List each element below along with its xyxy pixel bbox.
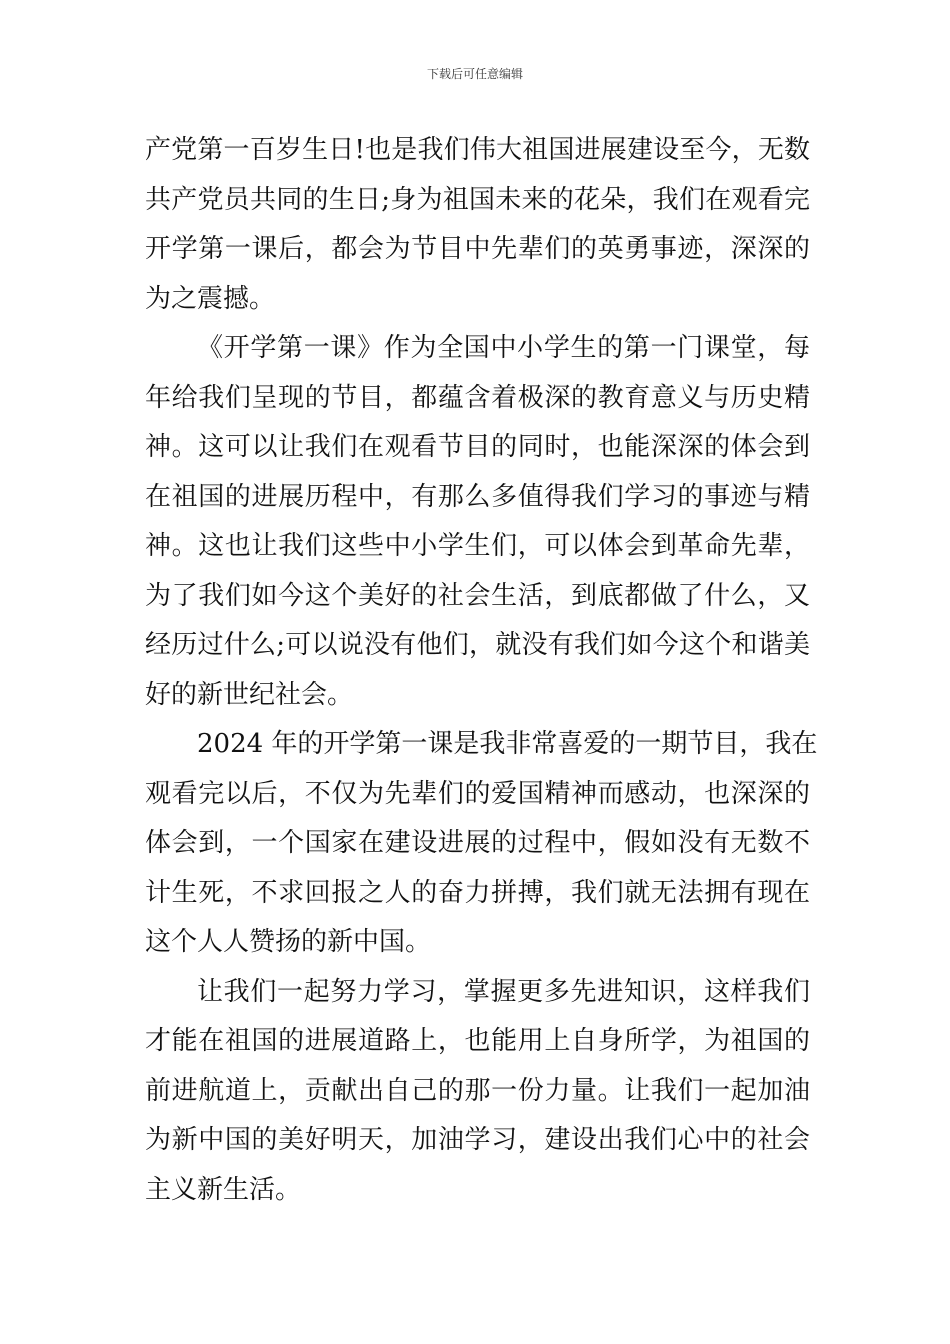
text-line: 为之震撼。	[145, 283, 276, 314]
paragraph-4	[145, 968, 810, 1216]
text-line: 主义新生活。	[145, 1174, 302, 1205]
paragraph-2	[145, 324, 810, 720]
text-line: 年给我们呈现的节目，都蕴含着极深的教育意义与历史精	[145, 382, 810, 413]
text-line: 共产党员共同的生日;身为祖国未来的花朵，我们在观看完	[145, 184, 810, 215]
text-line: 体会到，一个国家在建设进展的过程中，假如没有无数不	[145, 828, 810, 858]
text-line: 为新中国的美好明天，加油学习，建设出我们心中的社会	[145, 1125, 810, 1155]
text-line: 前进航道上，贡献出自己的那一份力量。让我们一起加油	[145, 1075, 810, 1106]
text-line: 在祖国的进展历程中，有那么多值得我们学习的事迹与精	[145, 481, 810, 512]
text-line: 为了我们如今这个美好的社会生活，到底都做了什么，又	[145, 580, 810, 611]
text-line: 计生死，不求回报之人的奋力拼搏，我们就无法拥有现在	[145, 877, 810, 908]
text-line: 神。这也让我们这些中小学生们，可以体会到革命先辈，	[145, 531, 810, 561]
text-line: 开学第一课后，都会为节目中先辈们的英勇事迹，深深的	[145, 234, 810, 264]
text-line: 2024 年的开学第一课是我非常喜爱的一期节目，我在	[197, 729, 818, 759]
document-body	[145, 126, 818, 1215]
text-line: 好的新世纪社会。	[145, 679, 354, 710]
page-header: 下载后可任意编辑	[426, 67, 523, 81]
text-line: 神。这可以让我们在观看节目的同时，也能深深的体会到	[145, 432, 810, 462]
text-line: 才能在祖国的进展道路上，也能用上自身所学，为祖国的	[145, 1026, 810, 1056]
text-line: 让我们一起努力学习，掌握更多先进知识，这样我们	[197, 976, 810, 1007]
text-line: 经历过什么;可以说没有他们，就没有我们如今这个和谐美	[145, 630, 810, 660]
text-line: 这个人人赞扬的新中国。	[145, 927, 432, 957]
paragraph-1	[145, 126, 810, 324]
text-line: 产党第一百岁生日!也是我们伟大祖国进展建设至今，无数	[145, 135, 810, 165]
text-line: 《开学第一课》作为全国中小学生的第一门课堂，每	[197, 333, 810, 363]
text-line: 观看完以后，不仅为先辈们的爱国精神而感动，也深深的	[145, 778, 810, 809]
paragraph-3	[145, 720, 818, 968]
